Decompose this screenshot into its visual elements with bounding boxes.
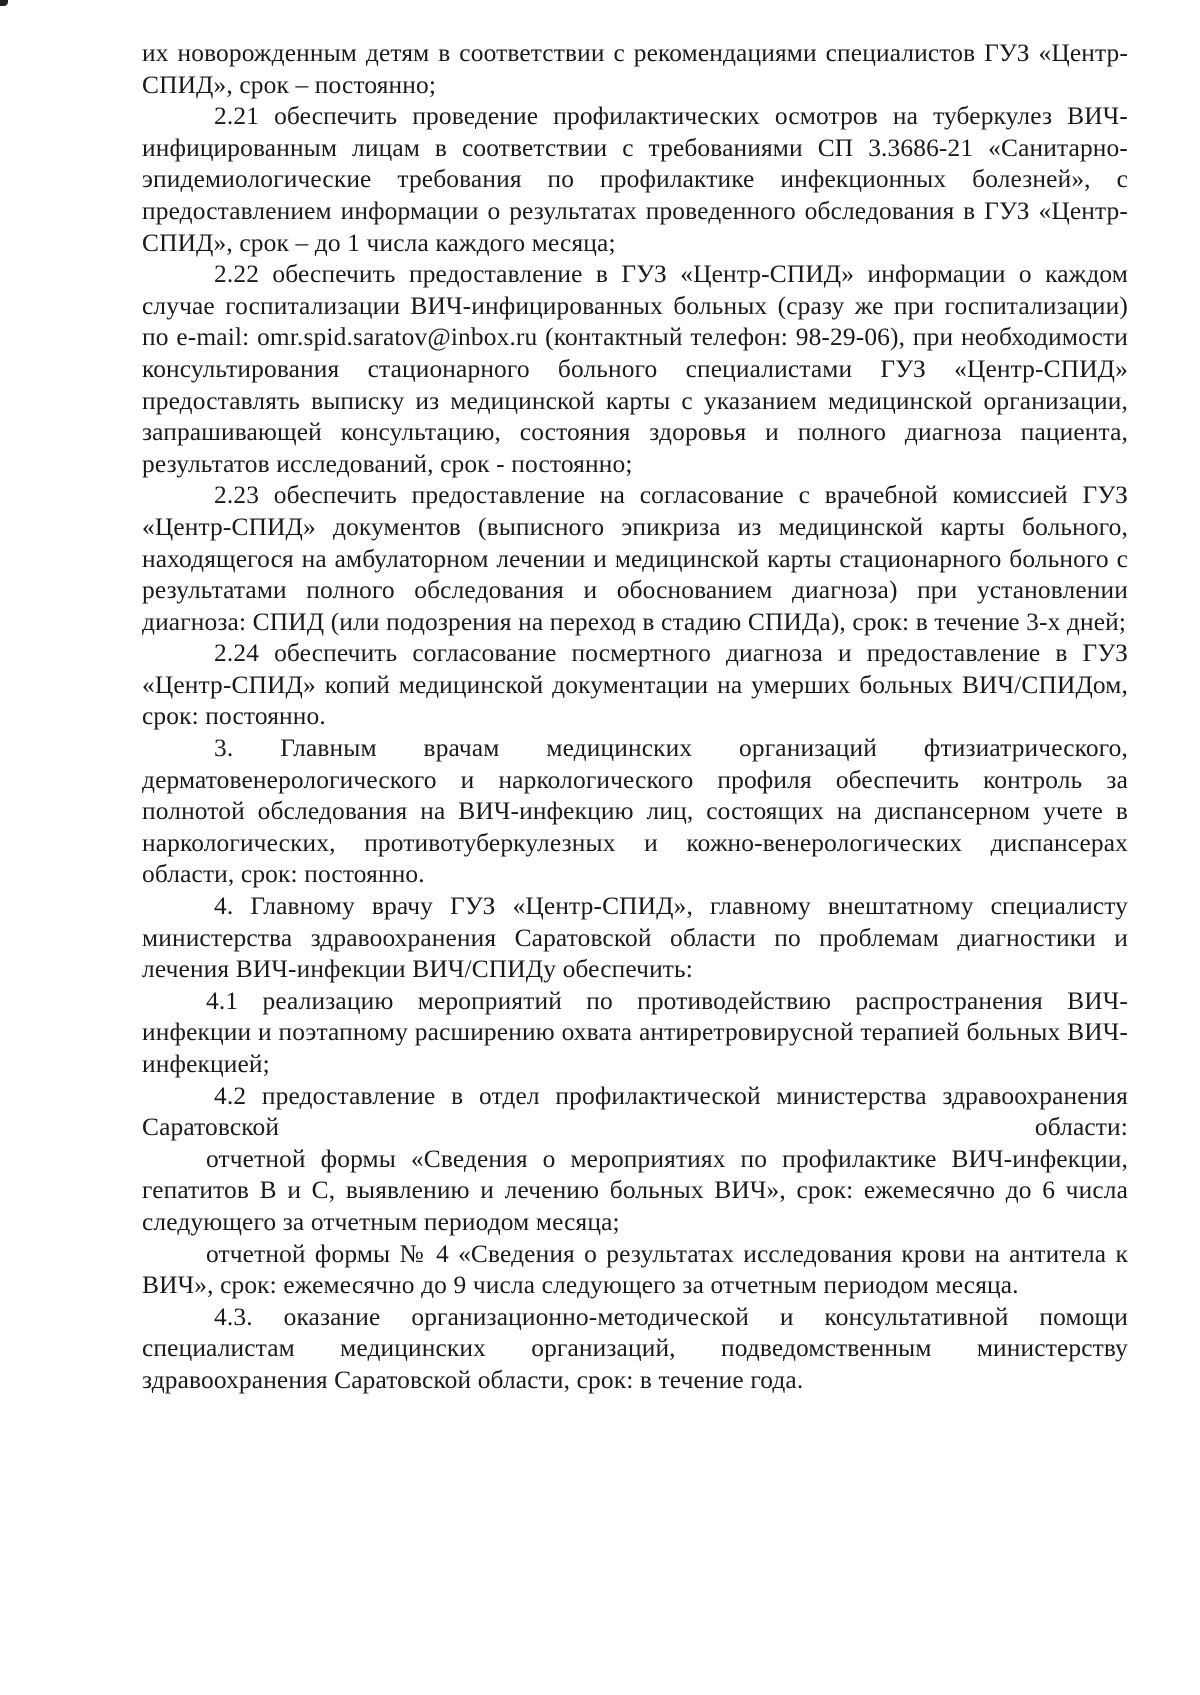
paragraph-3: 3. Главным врачам медицинских организаций фтизиатрического, дерматовенерологического и наркологического профиля обеспечить контроль за полнотой обследования на ВИЧ-инфекцию лиц, состоящих на диспансерном учете в наркологических, противотуберкулезных и кожно-венерологических диспансерах области, срок: постоянно.	[142, 734, 1128, 889]
scan-artifact	[0, 0, 8, 6]
paragraph-2-21: 2.21 обеспечить проведение профилактических осмотров на туберкулез ВИЧ-инфицированным лицам в соответствии с требованиями СП 3.3686-21 «Санитарно-эпидемиологические требования по профилактике инфекционных болезней», с предоставлением информации о результатах проведенного обследования в ГУЗ «Центр-СПИД», срок – до 1 числа каждого месяца;	[142, 102, 1128, 257]
document-body	[142, 38, 1128, 1397]
paragraph-2-23: 2.23 обеспечить предоставление на согласование с врачебной комиссией ГУЗ «Центр-СПИД» документов (выписного эпикриза из медицинской карты больного, находящегося на амбулаторном лечении и медицинской карты стационарного больного с результатами полного обследования и обоснованием диагноза) при установлении диагноза: СПИД (или подозрения на переход в стадию СПИДа), срок: в течение 3-х дней;	[142, 481, 1128, 636]
paragraph-4-3: 4.3. оказание организационно-методической и консультативной помощи специалистам медицинских организаций, подведомственным министерству здравоохранения Саратовской области, срок: в течение года.	[142, 1302, 1128, 1394]
paragraph-report-form-1: отчетной формы «Сведения о мероприятиях по профилактике ВИЧ-инфекции, гепатитов В и С, выявлению и лечению больных ВИЧ», срок: ежемесячно до 6 числа следующего за отчетным периодом месяца;	[142, 1144, 1128, 1236]
paragraph-2-24: 2.24 обеспечить согласование посмертного диагноза и предоставление в ГУЗ «Центр-СПИД» копий медицинской документации на умерших больных ВИЧ/СПИДом, срок: постоянно.	[142, 639, 1128, 731]
paragraph-4: 4. Главному врачу ГУЗ «Центр-СПИД», главному внештатному специалисту министерства здравоохранения Саратовской области по проблемам диагностики и лечения ВИЧ-инфекции ВИЧ/СПИДу обеспечить:	[142, 892, 1128, 984]
paragraph-continuation: их новорожденным детям в соответствии с рекомендациями специалистов ГУЗ «Центр-СПИД», срок – постоянно;	[142, 39, 1128, 99]
paragraph-4-1: 4.1 реализацию мероприятий по противодействию распространения ВИЧ-инфекции и поэтапному расширению охвата антиретровирусной терапией больных ВИЧ-инфекцией;	[142, 986, 1128, 1078]
paragraph-2-22: 2.22 обеспечить предоставление в ГУЗ «Центр-СПИД» информации о каждом случае госпитализации ВИЧ-инфицированных больных (сразу же при госпитализации) по e-mail: omr.spid.saratov@inbox.ru (контактный телефон: 98-29-06), при необходимости консультирования стационарного больного специалистами ГУЗ «Центр-СПИД» предоставлять выписку из медицинской карты с указанием медицинской организации, запрашивающей консультацию, состояния здоровья и полного диагноза пациента, результатов исследований, срок - постоянно;	[142, 260, 1128, 478]
paragraph-4-2: 4.2 предоставление в отдел профилактической министерства здравоохранения Саратовской области:	[142, 1081, 1128, 1142]
paragraph-report-form-4: отчетной формы № 4 «Сведения о результатах исследования крови на антитела к ВИЧ», срок: ежемесячно до 9 числа следующего за отчетным периодом месяца.	[142, 1239, 1128, 1300]
